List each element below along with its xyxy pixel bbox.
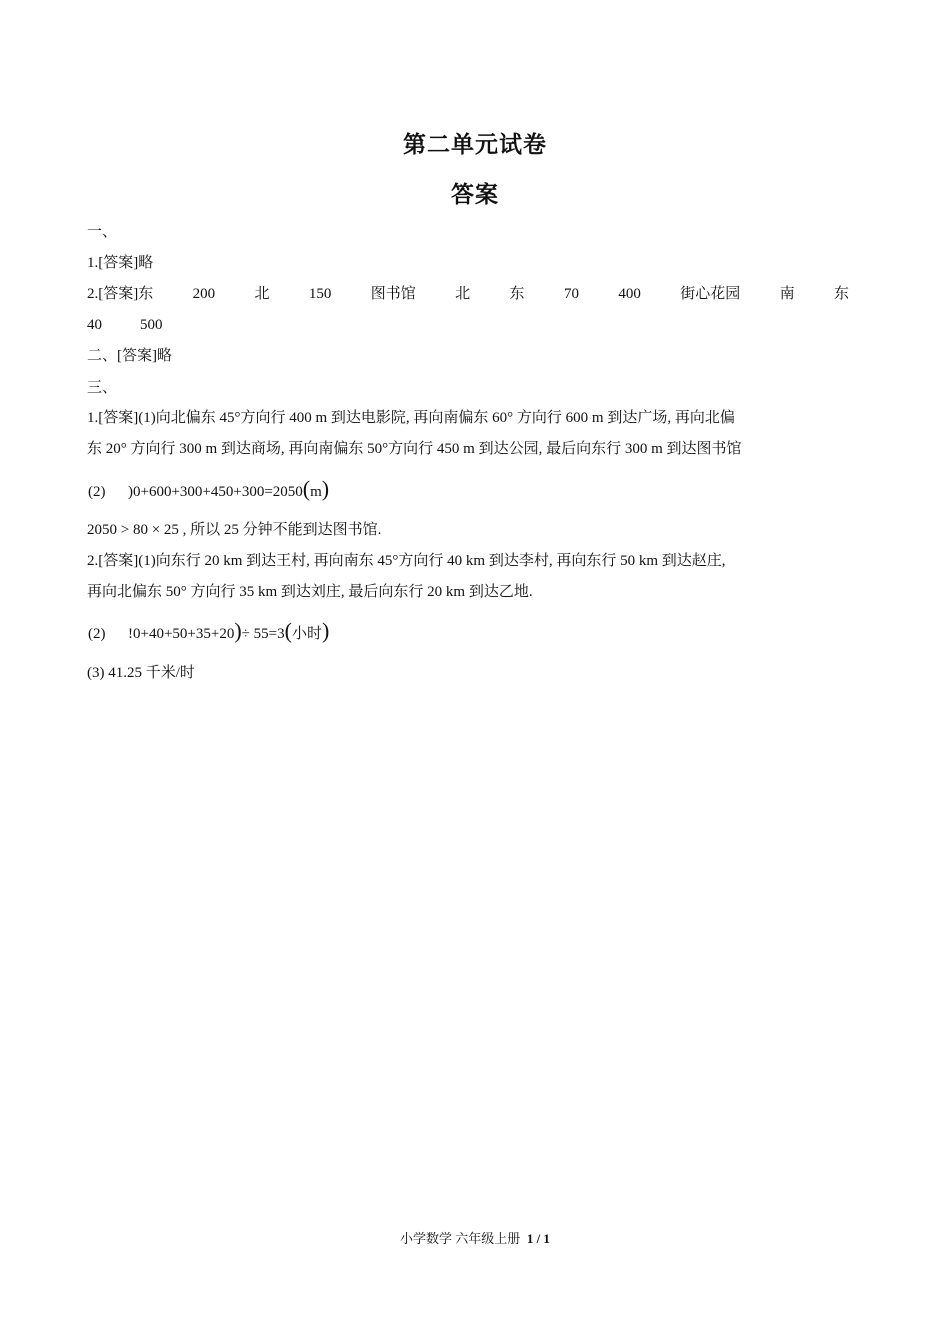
answer-cell: 200 [192,286,216,302]
section-3-q2-line-2: 再向北偏东 50° 方向行 35 km 到达刘庄, 最后向东行 20 km 到达乙地. [87,584,533,600]
answer-cell: 500 [140,317,163,333]
section-2-heading: 二、[答案]略 [87,348,172,364]
formula-rest: ÷ 55=3 [241,626,285,642]
part-label: (2) [88,626,106,642]
section-3-q2-formula [88,618,329,647]
section-1-answer-2-row [87,284,849,304]
paren-close: ) [234,618,242,643]
answer-cell: 70 [563,286,579,302]
page-subtitle: 答案 [451,182,499,207]
formula-expression: )0+600+300+450+300=2050 [128,484,303,500]
page-title: 第二单元试卷 [403,132,547,157]
section-3-q1-formula [88,476,329,505]
formula-unit: m [310,484,322,500]
section-3-q2-part-3: (3) 41.25 千米/时 [87,665,195,681]
footer-text: 小学数学 六年级上册 [400,1231,521,1246]
section-1-answer-2-row-2 [87,315,163,335]
paren-close: ) [321,476,330,501]
section-3-heading: 三、 [87,380,118,396]
formula-expression: !0+40+50+35+20 [128,626,235,642]
answer-cell: 街心花园 [680,286,741,302]
section-3-q1-line-2: 东 20° 方向行 300 m 到达商场, 再向南偏东 50°方向行 450 m 到达公园, 最后向东行 300 m 到达图书馆 [87,441,742,457]
answer-cell: 150 [308,286,332,302]
answer-cell: 40 [87,317,102,333]
section-3-q1-conclusion: 2050 > 80 × 25 , 所以 25 分钟不能到达图书馆. [87,522,382,538]
section-3-q1-line-1: 1.[答案](1)向北偏东 45°方向行 400 m 到达电影院, 再向南偏东 60° 方向行 600 m 到达广场, 再向北偏 [87,410,735,426]
section-1-answer-1: 1.[答案]略 [87,255,154,271]
answer-cell: 南 [779,286,795,302]
section-3-q2-line-1: 2.[答案](1)向东行 20 km 到达王村, 再向南东 45°方向行 40 km 到达李村, 再向东行 50 km 到达赵庄, [87,553,726,569]
paren-close: ) [321,618,330,643]
section-1-heading: 一、 [87,224,118,240]
answer-cell: 北 [455,286,471,302]
answer-cell: 2.[答案]东 [87,286,154,302]
page-number: 1 / 1 [526,1231,550,1246]
answer-cell: 东 [833,286,849,302]
answer-cell: 图书馆 [370,286,416,302]
answer-cell: 北 [254,286,270,302]
paren-open: ( [302,476,311,501]
part-label: (2) [88,484,106,500]
answer-cell: 东 [509,286,525,302]
formula-unit: 小时 [291,626,322,642]
paren-open: ( [284,618,292,643]
answer-cell: 400 [618,286,641,302]
page-footer [0,1228,950,1247]
